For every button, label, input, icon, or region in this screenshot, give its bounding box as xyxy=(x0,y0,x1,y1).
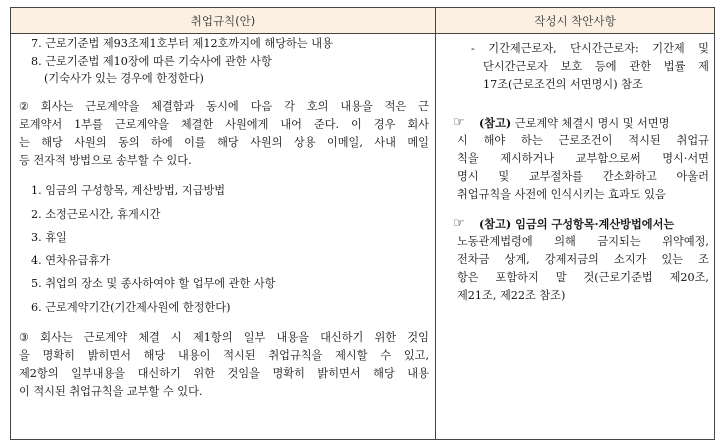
word: 명확히 xyxy=(42,349,75,362)
word: 사원에게 xyxy=(225,118,269,131)
left-item-7: 7. 근로기준법 제93조제1호부터 제12호까지에 해당하는 내용 xyxy=(31,37,333,50)
word: 내용 xyxy=(407,367,429,380)
p2-item-2: 2. 소정근로시간, 휴게시간 xyxy=(31,208,161,221)
left-item-8: 8. 근로기준법 제10장에 따른 기숙사에 관한 사항 xyxy=(31,55,272,68)
word: 체결함과 xyxy=(151,100,195,113)
word: 전차금 xyxy=(457,253,490,266)
word: 것임 xyxy=(407,331,429,344)
word: 내용을 xyxy=(340,100,373,113)
word: 다음 xyxy=(250,100,273,113)
word: 내용을 xyxy=(276,331,309,344)
word: 단시간근로자: xyxy=(570,42,639,55)
word: 로계약서 xyxy=(19,118,63,131)
word: 위약예정, xyxy=(662,235,709,248)
word: 및 xyxy=(498,170,510,183)
word: 이메일, xyxy=(326,136,363,149)
word: 해야 xyxy=(483,134,506,147)
word: 제20조, xyxy=(669,271,709,284)
word: 근로계약을 xyxy=(114,118,169,131)
word: 아울러 xyxy=(676,170,709,183)
word: 밝히면서 xyxy=(87,349,131,362)
word: 일부내용을 xyxy=(71,367,126,380)
note2-first-rest: 근로계약 체결시 명시 및 서면명 xyxy=(514,117,670,130)
word: 근로계약 xyxy=(83,331,128,344)
p2-line-1 xyxy=(19,100,429,114)
word: 있는 xyxy=(661,253,684,266)
pointing-hand-icon: ☞ xyxy=(453,216,465,231)
word: 강제저금의 xyxy=(544,253,599,266)
word: 명확히 xyxy=(272,367,305,380)
word: 말 xyxy=(555,271,567,284)
word: 체결한 xyxy=(180,118,214,131)
word: 기간제근로자, xyxy=(488,42,557,55)
word: 제1항의 xyxy=(192,331,233,344)
word: - xyxy=(471,42,475,55)
word: 체결 xyxy=(138,331,160,344)
note2-first-line xyxy=(479,116,669,131)
word: 근로조건이 xyxy=(558,134,613,147)
word: 교부절차를 xyxy=(528,170,583,183)
word: 내용이 xyxy=(178,349,211,362)
note2-line-3 xyxy=(457,152,709,166)
word: 것(근로기준법 xyxy=(583,271,653,284)
word: 하는 xyxy=(521,134,543,147)
word: 포함하지 xyxy=(495,271,539,284)
word: 동의 xyxy=(118,136,140,149)
word: 사내 xyxy=(374,136,396,149)
word: 회사는 xyxy=(40,331,73,344)
word: 하에 xyxy=(151,136,173,149)
word: 취업규 xyxy=(676,134,709,147)
note3-line-4 xyxy=(457,271,709,285)
word: 상계, xyxy=(504,253,530,266)
word: 위한 xyxy=(374,331,397,344)
word: 제 xyxy=(698,60,709,73)
word: 의해 xyxy=(554,235,576,248)
note1-line-1 xyxy=(471,42,709,56)
word: 수 xyxy=(380,349,392,362)
word: 관한 xyxy=(629,60,652,73)
word: 회사 xyxy=(407,118,429,131)
column-divider xyxy=(435,8,436,439)
word: 명시·서면 xyxy=(662,152,709,165)
word: 위한 xyxy=(193,367,215,380)
word: 근로계약을 xyxy=(85,100,140,113)
p2-item-6: 6. 근로계약기간(기간제사원에 한정한다) xyxy=(31,301,231,314)
word: 각 xyxy=(284,100,295,113)
p3-line-3 xyxy=(19,367,429,381)
word: 금지되는 xyxy=(597,235,641,248)
word: 해당 xyxy=(373,367,395,380)
pointing-hand-icon: ☞ xyxy=(453,115,465,130)
word: 밝히면서 xyxy=(317,367,361,380)
p2-item-3: 3. 휴일 xyxy=(31,231,67,244)
p2-line-2 xyxy=(19,118,429,132)
word: 내어 xyxy=(280,118,302,131)
word: 칙을 xyxy=(457,152,479,165)
note3-bold-line: (참고) 임금의 구성항목·계산방법에서는 xyxy=(479,217,675,231)
note2-line-4 xyxy=(457,170,709,184)
p2-line-3 xyxy=(19,136,429,150)
word: 일부 xyxy=(243,331,266,344)
word: 동시에 xyxy=(206,100,239,113)
word: 준다. xyxy=(313,118,340,131)
word: 있고, xyxy=(403,349,429,362)
word: 취업규칙을 xyxy=(268,349,323,362)
word: 등에 xyxy=(595,60,617,73)
word: 을 xyxy=(19,349,30,362)
word: 해당 xyxy=(41,136,63,149)
p2-line-4: 등 전자적 방법으로 송부할 수 있다. xyxy=(19,154,192,167)
word: 소지가 xyxy=(613,253,647,266)
p3-line-1 xyxy=(19,331,429,345)
note3-line-2 xyxy=(457,235,709,249)
word: 사원의 xyxy=(74,136,107,149)
word: 보호 xyxy=(560,60,583,73)
word: 는 xyxy=(19,136,30,149)
word: 명시 xyxy=(457,170,479,183)
word: 대신하기 xyxy=(320,331,364,344)
word: 적은 xyxy=(384,100,407,113)
note2-line-5: 취업규칙을 사전에 인식시키는 효과도 있음 xyxy=(457,188,666,201)
word: 해당 xyxy=(143,349,166,362)
word: 조 xyxy=(698,253,709,266)
p3-line-4: 이 적시된 취업규칙을 교부할 수 있다. xyxy=(19,385,203,398)
word: 이 xyxy=(351,118,362,131)
word: 호의 xyxy=(306,100,329,113)
word: 제시할 xyxy=(335,349,368,362)
p3-line-2 xyxy=(19,349,429,363)
word: 해당 xyxy=(217,136,239,149)
word: 이를 xyxy=(184,136,206,149)
word: 항은 xyxy=(457,271,479,284)
word: 회사는 xyxy=(40,100,74,113)
word: ③ xyxy=(19,331,30,344)
word: 시 xyxy=(171,331,182,344)
document-table xyxy=(10,7,715,440)
note1-line-3: 17조(근로조건의 서면명시) 참조 xyxy=(483,78,643,91)
note2-line-2 xyxy=(457,134,709,148)
word: 및 xyxy=(698,42,709,55)
word: 제2항의 xyxy=(19,367,59,380)
word: 기간제 xyxy=(652,42,685,55)
left-item-8-note: (기숙사가 있는 경우에 한정한다) xyxy=(44,72,204,85)
word: 적시된 xyxy=(223,349,256,362)
note1-line-2 xyxy=(483,60,709,74)
word: 제시하거나 xyxy=(500,152,555,165)
word: 메일 xyxy=(407,136,429,149)
p2-item-5: 5. 취업의 장소 및 종사하여야 할 업무에 관한 사항 xyxy=(31,277,276,290)
word: 상용 xyxy=(293,136,316,149)
word: 사원의 xyxy=(250,136,283,149)
word: 적시된 xyxy=(628,134,661,147)
word: 노동관계법령에 xyxy=(457,235,533,248)
word: 교부함으로써 xyxy=(575,152,641,165)
note3-line-3 xyxy=(457,253,709,267)
word: 단시간근로자 xyxy=(483,60,548,73)
word: 경우 xyxy=(373,118,396,131)
word: 대신하기 xyxy=(137,367,181,380)
p2-item-1: 1. 임금의 구성항목, 계산방법, 지급방법 xyxy=(31,184,226,197)
word: 근 xyxy=(418,100,429,113)
word: 법률 xyxy=(663,60,686,73)
note3-line-5: 제21조, 제22조 참조) xyxy=(457,289,566,302)
word: 시 xyxy=(457,134,468,147)
header-left: 취업규칙(안) xyxy=(11,8,435,34)
word: 간소화하고 xyxy=(602,170,657,183)
header-right: 작성시 착안사항 xyxy=(436,8,714,34)
word: 것임을 xyxy=(227,367,260,380)
note2-bold-label: (참고) xyxy=(479,116,512,130)
p2-item-4: 4. 연차유급휴가 xyxy=(31,254,111,267)
word: ② xyxy=(19,100,30,113)
word: 1부를 xyxy=(74,118,103,131)
